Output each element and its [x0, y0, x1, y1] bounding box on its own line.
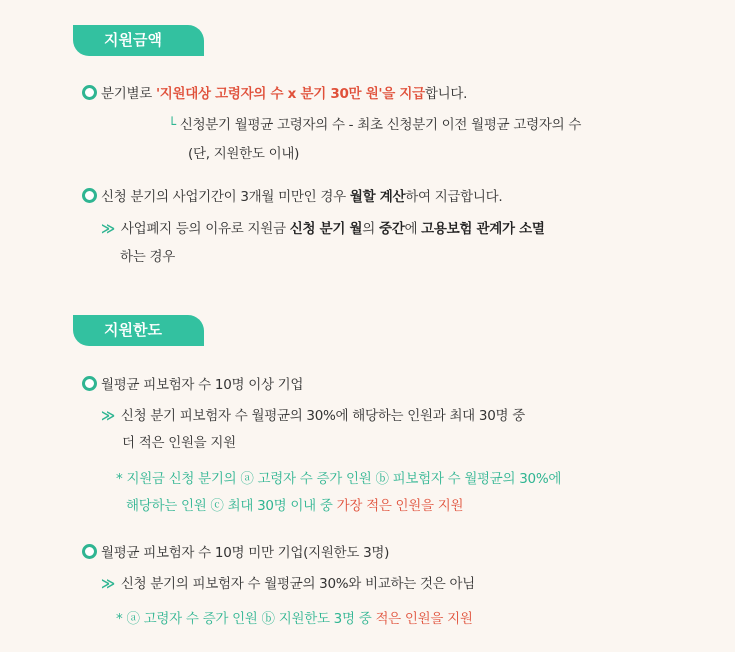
text: 하는 경우	[120, 249, 175, 265]
text: ⓐ 고령자 수 증가 인원 ⓑ 지원한도 3명 중	[126, 611, 376, 627]
double-arrow-icon: ≫	[101, 576, 115, 592]
text: 지원금 신청 분기의 ⓐ 고령자 수 증가 인원 ⓑ 피보험자 수 월평균의 30%에	[126, 471, 562, 487]
star-note	[116, 467, 561, 487]
note-item	[101, 572, 475, 592]
bullet-icon	[82, 544, 97, 559]
bold-text: 월할 계산	[349, 189, 406, 205]
text: 사업폐지 등의 이유로 지원금	[120, 221, 290, 237]
text: 신청 분기의 사업기간이 3개월 미만인 경우	[101, 189, 350, 205]
text: 더 적은 인원을 지원	[122, 435, 236, 451]
note-item	[101, 217, 545, 237]
bullet-item	[82, 82, 467, 102]
asterisk-icon: *	[116, 611, 123, 627]
note-item-cont	[120, 245, 175, 265]
section-tab-support-amount: 지원금액	[73, 25, 204, 56]
section-tab-support-limit: 지원한도	[73, 315, 204, 346]
highlight-text: '지원대상 고령자의 수 x 분기 30만 원'을 지급	[155, 86, 425, 102]
bold-text: 중간	[378, 221, 405, 237]
double-arrow-icon: ≫	[101, 408, 115, 424]
bullet-icon	[82, 85, 97, 100]
text: 합니다.	[424, 86, 468, 102]
bullet-item	[82, 373, 303, 393]
star-note	[116, 607, 473, 627]
bullet-icon	[82, 188, 97, 203]
text: 의	[362, 221, 379, 237]
text: 분기별로	[101, 86, 156, 102]
corner-arrow-icon: └	[168, 117, 176, 133]
bullet-item	[82, 541, 389, 561]
bold-text: 고용보험 관계가 소멸	[421, 221, 545, 237]
note-item-cont	[122, 431, 236, 451]
bullet-icon	[82, 376, 97, 391]
sub-note	[168, 113, 581, 133]
text: 신청 분기의 피보험자 수 월평균의 30%와 비교하는 것은 아님	[120, 576, 475, 592]
text: 월평균 피보험자 수 10명 이상 기업	[101, 377, 304, 393]
text: 에	[404, 221, 422, 237]
asterisk-icon: *	[116, 471, 123, 487]
bold-text: 신청 분기 월	[289, 221, 363, 237]
text: 월평균 피보험자 수 10명 미만 기업(지원한도 3명)	[101, 545, 390, 561]
double-arrow-icon: ≫	[101, 221, 115, 237]
highlight-text: 적은 인원을 지원	[375, 611, 473, 627]
text: (단, 지원한도 이내)	[188, 146, 300, 162]
star-note-cont	[126, 494, 463, 514]
note-item	[101, 404, 525, 424]
text: 하여 지급합니다.	[405, 189, 503, 205]
highlight-text: 가장 적은 인원을 지원	[336, 498, 464, 514]
text: 해당하는 인원 ⓒ 최대 30명 이내 중	[126, 498, 337, 514]
text: 신청 분기 피보험자 수 월평균의 30%에 해당하는 인원과 최대 30명 중	[120, 408, 525, 424]
text: 신청분기 월평균 고령자의 수 - 최초 신청분기 이전 월평균 고령자의 수	[179, 117, 582, 133]
sub-note-cont	[188, 142, 299, 162]
bullet-item	[82, 185, 502, 205]
